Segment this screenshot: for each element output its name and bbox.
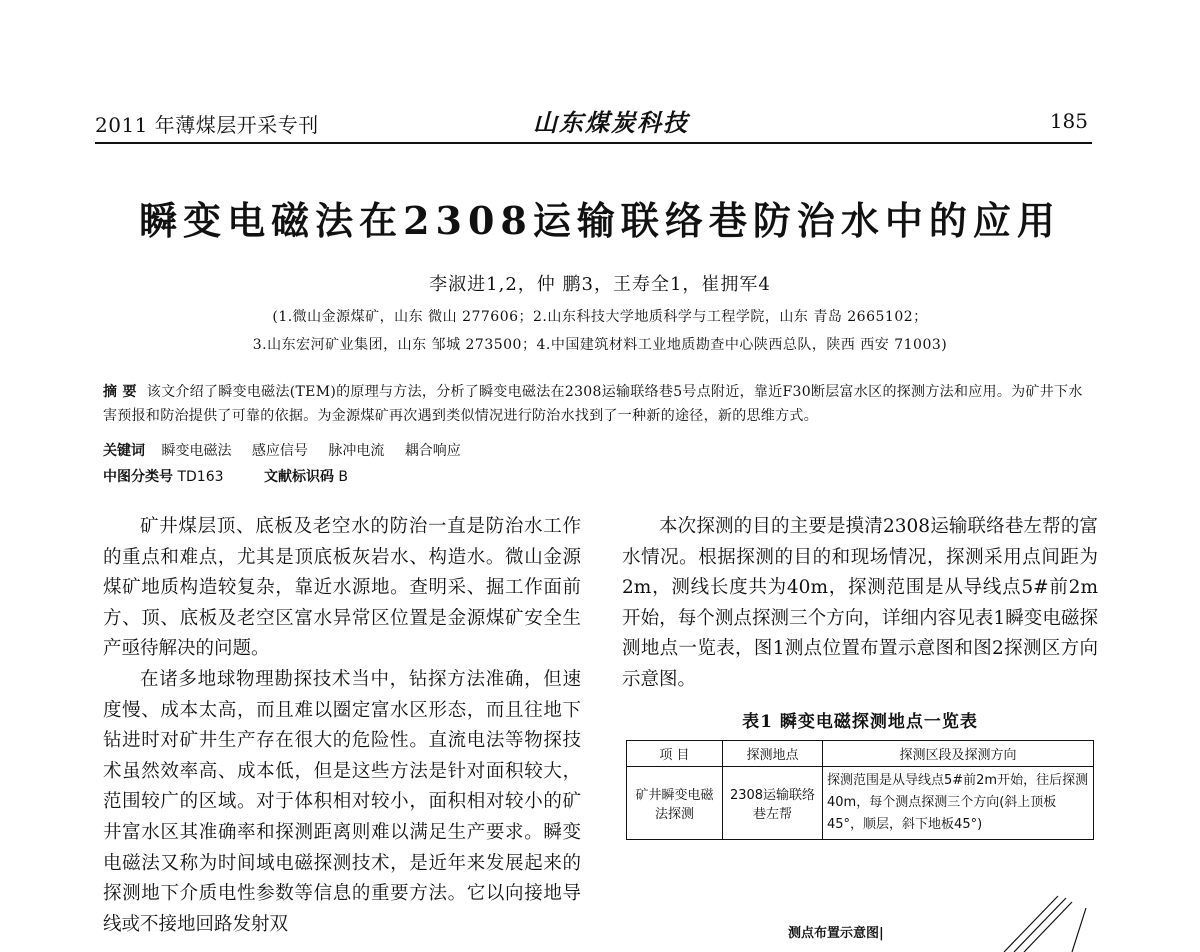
abstract-label: 摘 要 bbox=[103, 384, 137, 400]
affiliation-line-1: (1.微山金源煤矿，山东 微山 277606；2.山东科技大学地质科学与工程学院，山东 青岛 2665102； bbox=[272, 309, 928, 325]
table-cell-range: 探测范围是从导线点5#前2m开始，往后探测40m，每个测点探测三个方向(斜上顶板45°，顺层，斜下地板45°) bbox=[823, 767, 1094, 840]
table-cell-item: 矿井瞬变电磁法探测 bbox=[627, 767, 723, 840]
keyword: 瞬变电磁法 bbox=[161, 443, 232, 459]
body-paragraph: 本次探测的目的主要是摸清2308运输联络巷左帮的富水情况。根据探测的目的和现场情况，探测采用点间距为2m，测线长度共为40m，探测范围是从导线点5#前2m开始，每个测点探测三个方向，详细内容见表1瞬变电磁探测地点一览表，图1测点位置布置示意图和图2探测区方向示意图。 bbox=[622, 516, 1098, 690]
table-header-cell: 项 目 bbox=[627, 741, 723, 767]
keyword: 脉冲电流 bbox=[328, 443, 385, 459]
running-header bbox=[95, 103, 1095, 141]
header-rule bbox=[95, 142, 1092, 144]
keywords-label: 关键词 bbox=[103, 443, 145, 459]
table-caption: 表1 瞬变电磁探测地点一览表 bbox=[742, 712, 978, 732]
body-column-left bbox=[103, 512, 581, 952]
keywords bbox=[103, 440, 477, 460]
diagram-line bbox=[1004, 896, 1058, 952]
table-header-row bbox=[627, 741, 1094, 767]
body-paragraph: 在诸多地球物理勘探技术当中，钻探方法准确，但速度慢、成本太高，而且难以圈定富水区形态，而且往地下钻进时对矿井生产存在很大的危险性。直流电法等物探技术虽然效率高、成本低，但是这些方法是针对面积较大，范围较广的区域。对于体积相对较小，面积相对较小的矿井富水区其准确率和探测距离则难以满足生产要求。瞬变电磁法又称为时间域电磁探测技术，是近年来发展起来的探测地下介质电性参数等信息的重要方法。它以向接地导线或不接地回路发射双 bbox=[103, 668, 581, 935]
journal-logo: 山东煤炭科技 bbox=[533, 108, 689, 137]
keyword: 耦合响应 bbox=[404, 443, 461, 459]
doc-code: B bbox=[338, 469, 349, 485]
article-title: 瞬变电磁法在2308运输联络巷防治水中的应用 bbox=[139, 198, 1061, 243]
classification-line bbox=[103, 466, 348, 486]
affiliation-line-2: 3.山东宏河矿业集团，山东 邹城 273500；4.中国建筑材料工业地质勘查中心陕西总队，陕西 西安 71003) bbox=[252, 337, 948, 353]
diagram-line bbox=[1014, 898, 1066, 952]
diagram-line bbox=[1072, 908, 1086, 952]
detection-sites-table bbox=[626, 740, 1094, 840]
table-header-cell: 探测地点 bbox=[723, 741, 823, 767]
abstract-text: 该文介绍了瞬变电磁法(TEM)的原理与方法，分析了瞬变电磁法在2308运输联络巷5号点附近，靠近F30断层富水区的探测方法和应用。为矿井下水害预报和防治提供了可靠的依据。为金源煤矿再次遇到类似情况进行防治水找到了一种新的途径，新的思维方式。 bbox=[103, 384, 1083, 424]
table-header-cell: 探测区段及探测方向 bbox=[823, 741, 1094, 767]
table-cell-location: 2308运输联络巷左帮 bbox=[723, 767, 823, 840]
author-list: 李淑进1,2，仲 鹏3，王寿全1，崔拥军4 bbox=[429, 274, 771, 295]
diagram-line bbox=[1024, 902, 1072, 952]
figure-diagram-lines bbox=[990, 886, 1100, 952]
body-paragraph: 矿井煤层顶、底板及老空水的防治一直是防治水工作的重点和难点，尤其是顶底板灰岩水、构造水。微山金源煤矿地质构造较复杂，靠近水源地。查明采、掘工作面前方、顶、底板及老空区富水异常区位置是金源煤矿安全生产亟待解决的问题。 bbox=[103, 516, 581, 660]
abstract bbox=[103, 380, 1095, 428]
body-column-right bbox=[622, 512, 1098, 696]
table-row bbox=[627, 767, 1094, 840]
classification-code: TD163 bbox=[177, 469, 224, 485]
doc-code-label: 文献标识码 bbox=[263, 469, 334, 485]
issue-label: 2011 年薄煤层开采专刊 bbox=[95, 113, 319, 137]
figure-caption: 测点布置示意图| bbox=[788, 926, 884, 941]
classification-label: 中图分类号 bbox=[103, 469, 173, 485]
page-number: 185 bbox=[1049, 109, 1088, 133]
keyword: 感应信号 bbox=[251, 443, 308, 459]
